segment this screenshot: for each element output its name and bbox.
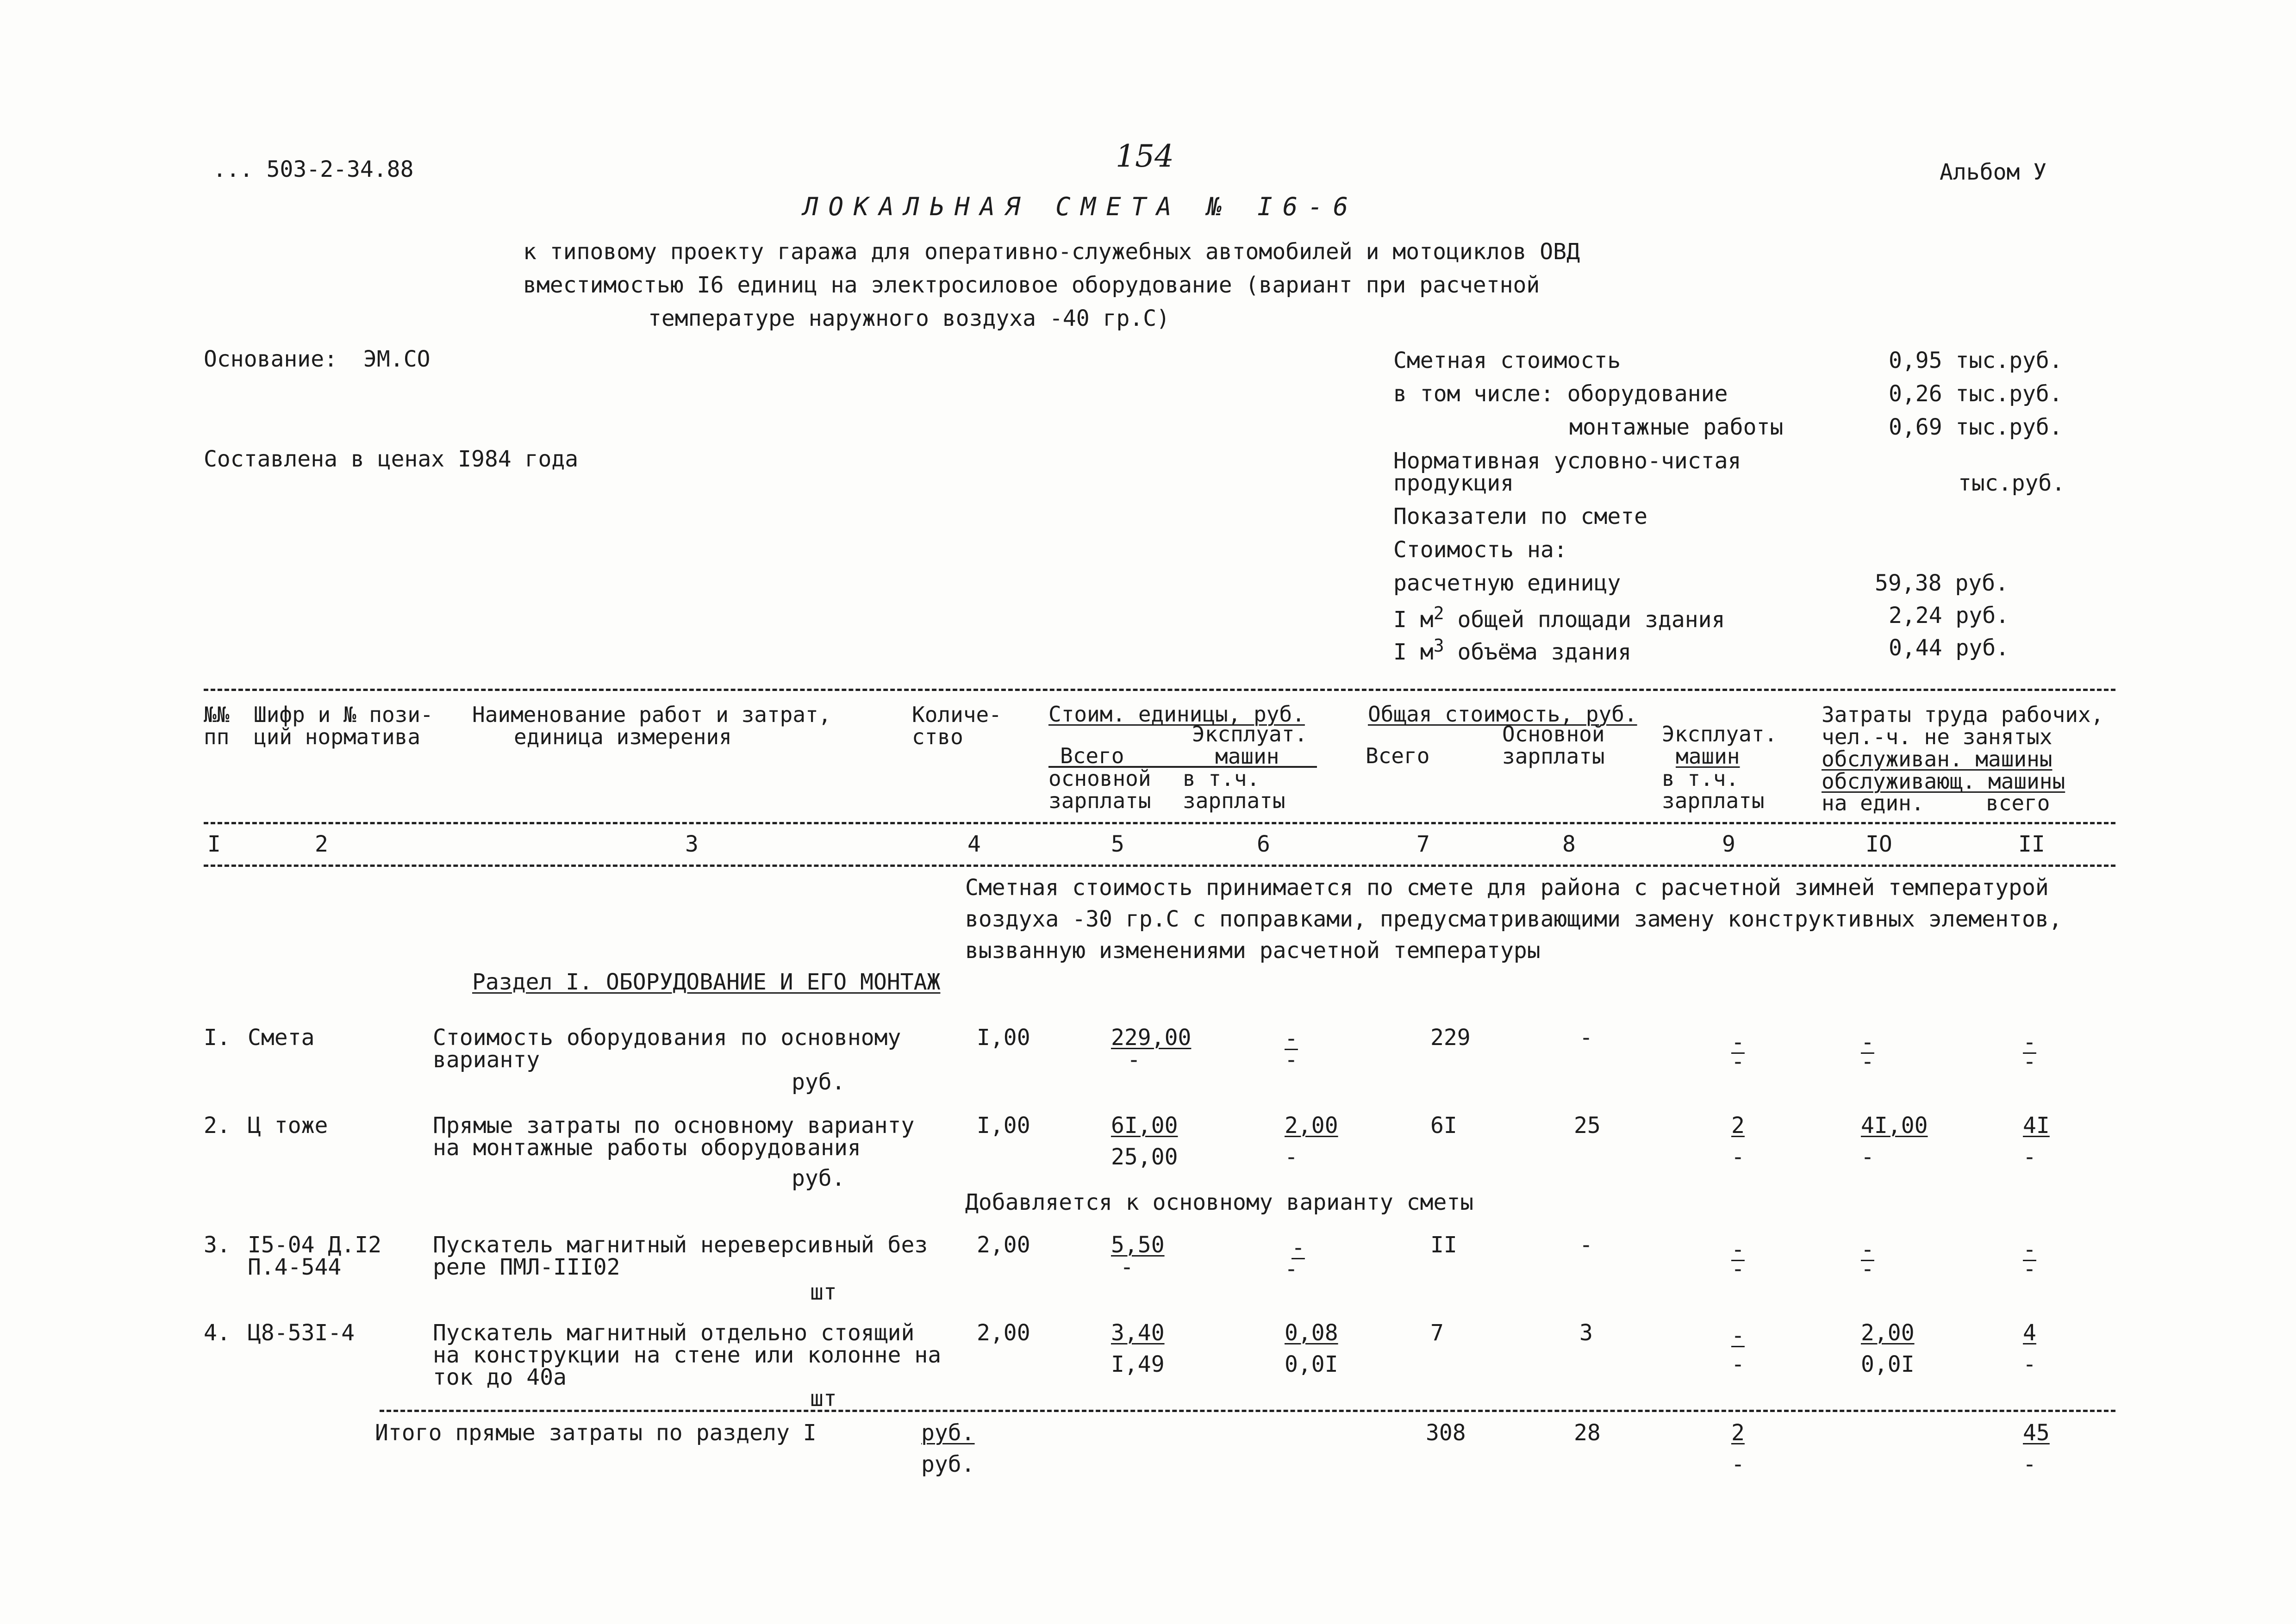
row-unit-exp-wage: - [1285, 1256, 1298, 1282]
row-total: 6I [1430, 1113, 1457, 1139]
basis-value: ЭМ.СО [363, 346, 430, 372]
row-quantity: I,00 [977, 1025, 1030, 1051]
unit-cost-header: Стоим. единицы, руб. [1048, 702, 1305, 727]
col-number: 3 [685, 831, 699, 857]
col-number: 5 [1111, 831, 1124, 857]
row-unit-exp: - [1285, 1026, 1298, 1052]
row-quantity: I,00 [977, 1113, 1030, 1139]
row-name-line: Пускатель магнитный отдельно стоящий [433, 1320, 915, 1346]
row-total-exp-wage: - [1731, 1144, 1745, 1170]
col-number: 6 [1257, 831, 1270, 857]
row-unit: шт [810, 1279, 837, 1305]
totals-unit: руб. [921, 1420, 975, 1446]
row-unit-exp-wage: - [1285, 1047, 1298, 1073]
col4-header: Количе- ство [912, 702, 1002, 749]
album-label: Альбом У [1940, 159, 2047, 185]
row-total: 7 [1430, 1320, 1444, 1346]
row-unit: руб. [792, 1069, 845, 1095]
row-code: I5-04 Д.I2 [248, 1232, 381, 1258]
row-name-line: Прямые затраты по основному варианту [433, 1113, 915, 1139]
unit-cost-exp: Эксплуат. машин в т.ч. зарплаты [1183, 722, 1308, 813]
row-total: 229 [1430, 1025, 1471, 1051]
estimated-cost-value: 0,95 тыс.руб. [1889, 348, 2063, 373]
row-code: Ц8-53I-4 [248, 1320, 355, 1346]
installation-value: 0,69 тыс.руб. [1889, 414, 2063, 440]
row-unit-exp: - [1292, 1235, 1305, 1261]
row-unit-cost: 6I,00 [1111, 1113, 1178, 1139]
prices-note: Составлена в ценах I984 года [204, 446, 579, 472]
estimated-cost-label: Сметная стоимость [1393, 348, 1621, 373]
row-number: 2. [204, 1113, 231, 1139]
row-quantity: 2,00 [977, 1232, 1030, 1258]
page-number: 154 [1116, 138, 1174, 174]
row-total-exp: - [1731, 1029, 1745, 1055]
col-number: 9 [1722, 831, 1735, 857]
row-code-line-2: П.4-544 [248, 1254, 342, 1280]
row-quantity: 2,00 [977, 1320, 1030, 1346]
row-name-line: Стоимость оборудования по основному [433, 1025, 901, 1051]
unit-cost-total: Всего [1060, 743, 1124, 768]
row-unit-exp-wage: 0,0I [1285, 1351, 1338, 1377]
row-labor-unit-sub: - [1861, 1144, 1874, 1170]
subtitle-line-1: к типовому проекту гаража для оперативно-служебных автомобилей и мотоциклов ОВД [523, 239, 1580, 265]
row-name-line: варианту [433, 1047, 540, 1073]
col-number: 8 [1562, 831, 1576, 857]
row-name-line: на монтажные работы оборудования [433, 1135, 861, 1161]
totals-base: 28 [1574, 1420, 1601, 1446]
row-unit-cost: 3,40 [1111, 1320, 1165, 1346]
col-number: II [2018, 831, 2045, 857]
equipment-value: 0,26 тыс.руб. [1889, 381, 2063, 407]
installation-label: монтажные работы [1569, 414, 1784, 440]
row-labor-total: 4I [2023, 1113, 2050, 1139]
total-cost-header: Общая стоимость, руб. [1368, 702, 1637, 727]
numbers-bottom-rule [204, 865, 2115, 867]
net-product-label-1: Нормативная условно-чистая [1393, 448, 1741, 474]
row-labor-total-sub: - [2023, 1144, 2036, 1170]
col2-header: Шифр и № пози- ций норматива [254, 702, 433, 749]
area-cost-value: 2,24 руб. [1889, 603, 2009, 628]
row-number: 3. [204, 1232, 231, 1258]
unit-cost-base: основной зарплаты [1048, 766, 1151, 813]
col-number: 2 [315, 831, 328, 857]
including-equipment-label: в том числе: оборудование [1393, 381, 1728, 407]
volume-cost-value: 0,44 руб. [1889, 635, 2009, 661]
cost-on-label: Стоимость на: [1393, 537, 1567, 563]
basis-label: Основание: [204, 346, 337, 372]
totals-rule [380, 1410, 2115, 1412]
row-total-base: 3 [1579, 1320, 1593, 1346]
row-labor-unit: - [1861, 1237, 1874, 1263]
subtitle-line-2: вместимостью I6 единиц на электросиловое оборудование (вариант при расчетной [523, 272, 1540, 298]
row-labor-total: - [2023, 1237, 2036, 1263]
col-number: I [207, 831, 221, 857]
totals-exp: 2 [1731, 1420, 1745, 1446]
labor-total: всего [1986, 790, 2050, 815]
total-cost-exp: Эксплуат. машин в т.ч. зарплаты [1662, 722, 1778, 813]
row-name-line: Пускатель магнитный нереверсивный без [433, 1232, 928, 1258]
row-labor-unit: 2,00 [1861, 1320, 1915, 1346]
row-total-exp: - [1731, 1323, 1745, 1349]
totals-label: Итого прямые затраты по разделу I [375, 1420, 817, 1446]
col1-header: №№ пп [204, 702, 230, 749]
area-cost-label: I $м^2$ общей площади здания [1393, 603, 1725, 633]
row-total-exp-wage: - [1731, 1049, 1745, 1075]
row-labor-total-sub: - [2023, 1256, 2036, 1282]
row-total-base: - [1579, 1025, 1593, 1051]
row-number: I. [204, 1025, 231, 1051]
row-name-line: на конструкции на стене или колонне на [433, 1342, 942, 1368]
net-product-value: тыс.руб. [1958, 470, 2065, 496]
row-total-exp: 2 [1731, 1113, 1745, 1139]
row-code: Смета [248, 1025, 315, 1051]
row-labor-total-sub: - [2023, 1049, 2036, 1075]
labor-header: Затраты труда рабочих, чел.-ч. не занятых обслуживан. машины обслуживающ. машины [1822, 702, 2104, 794]
indicators-label: Показатели по смете [1393, 504, 1648, 529]
table-top-rule [204, 689, 2115, 691]
col3-header: Наименование работ и затрат, единица измерения [472, 702, 831, 749]
row-unit-exp-wage: - [1285, 1144, 1298, 1170]
note-line-2: воздуха -30 гр.С с поправками, предусматривающими замену конструктивных элементов, [965, 906, 2062, 932]
row-unit-cost-base: 25,00 [1111, 1144, 1178, 1170]
row-unit-cost: 5,50 [1111, 1232, 1165, 1258]
col-number: IO [1866, 831, 1892, 857]
row-total-exp-wage: - [1731, 1351, 1745, 1377]
row-unit-cost-base: I,49 [1111, 1351, 1165, 1377]
document-code: ... 503-2-34.88 [213, 156, 414, 182]
note-line-1: Сметная стоимость принимается по смете для района с расчетной зимней температурой [965, 875, 2049, 901]
row-number: 4. [204, 1320, 231, 1346]
row-total-base: 25 [1574, 1113, 1601, 1139]
totals-labor: 45 [2023, 1420, 2050, 1446]
row-name-line: ток до 40а [433, 1364, 567, 1390]
row-total-exp: - [1731, 1237, 1745, 1263]
col-number: 7 [1416, 831, 1430, 857]
section-title: Раздел I. ОБОРУДОВАНИЕ И ЕГО МОНТАЖ [472, 969, 941, 995]
totals-total: 308 [1426, 1420, 1466, 1446]
row-total: II [1430, 1232, 1457, 1258]
row-unit-exp: 0,08 [1285, 1320, 1338, 1346]
header-bottom-rule [204, 822, 2115, 824]
row-unit-cost-base: - [1127, 1047, 1141, 1073]
row-labor-total-sub: - [2023, 1351, 2036, 1377]
col-number: 4 [967, 831, 981, 857]
row-total-base: - [1579, 1232, 1593, 1258]
totals-exp-wage: - [1731, 1451, 1745, 1477]
unit-cost-value: 59,38 руб. [1875, 570, 2009, 596]
unit-cost-label: расчетную единицу [1393, 570, 1621, 596]
row-labor-unit-sub: - [1861, 1049, 1874, 1075]
row-labor-unit: 4I,00 [1861, 1113, 1928, 1139]
document-title: ЛОКАЛЬНАЯ СМЕТА № I6-6 [803, 192, 1359, 221]
totals-unit-2: руб. [921, 1451, 975, 1477]
labor-per-unit: на един. [1822, 790, 1924, 815]
row-labor-unit-sub: 0,0I [1861, 1351, 1915, 1377]
row-labor-total: - [2023, 1029, 2036, 1055]
row-unit: шт [810, 1386, 837, 1412]
subtitle-line-3: температуре наружного воздуха -40 гр.С) [648, 305, 1170, 331]
note-line-3: вызванную изменениями расчетной температуры [965, 938, 1541, 964]
total-cost-all: Всего [1366, 743, 1430, 768]
unit-cost-sub-rule [1048, 766, 1317, 768]
added-note: Добавляется к основному варианту сметы [965, 1189, 1474, 1215]
row-labor-unit-sub: - [1861, 1256, 1874, 1282]
row-labor-unit: - [1861, 1029, 1874, 1055]
volume-cost-label: I $м^3$ объёма здания [1393, 635, 1632, 665]
row-name-line: реле ПМЛ-III02 [433, 1254, 620, 1280]
row-unit-cost: 229,00 [1111, 1025, 1192, 1051]
row-total-exp-wage: - [1731, 1256, 1745, 1282]
row-unit-exp: 2,00 [1285, 1113, 1338, 1139]
row-code: Ц тоже [248, 1113, 328, 1139]
net-product-label-2: продукция [1393, 470, 1514, 496]
row-labor-total: 4 [2023, 1320, 2036, 1346]
row-unit-cost-base: - [1120, 1254, 1134, 1280]
totals-labor-sub: - [2023, 1451, 2036, 1477]
row-unit: руб. [792, 1165, 845, 1191]
total-cost-base: Основной зарплаты [1502, 722, 1605, 769]
